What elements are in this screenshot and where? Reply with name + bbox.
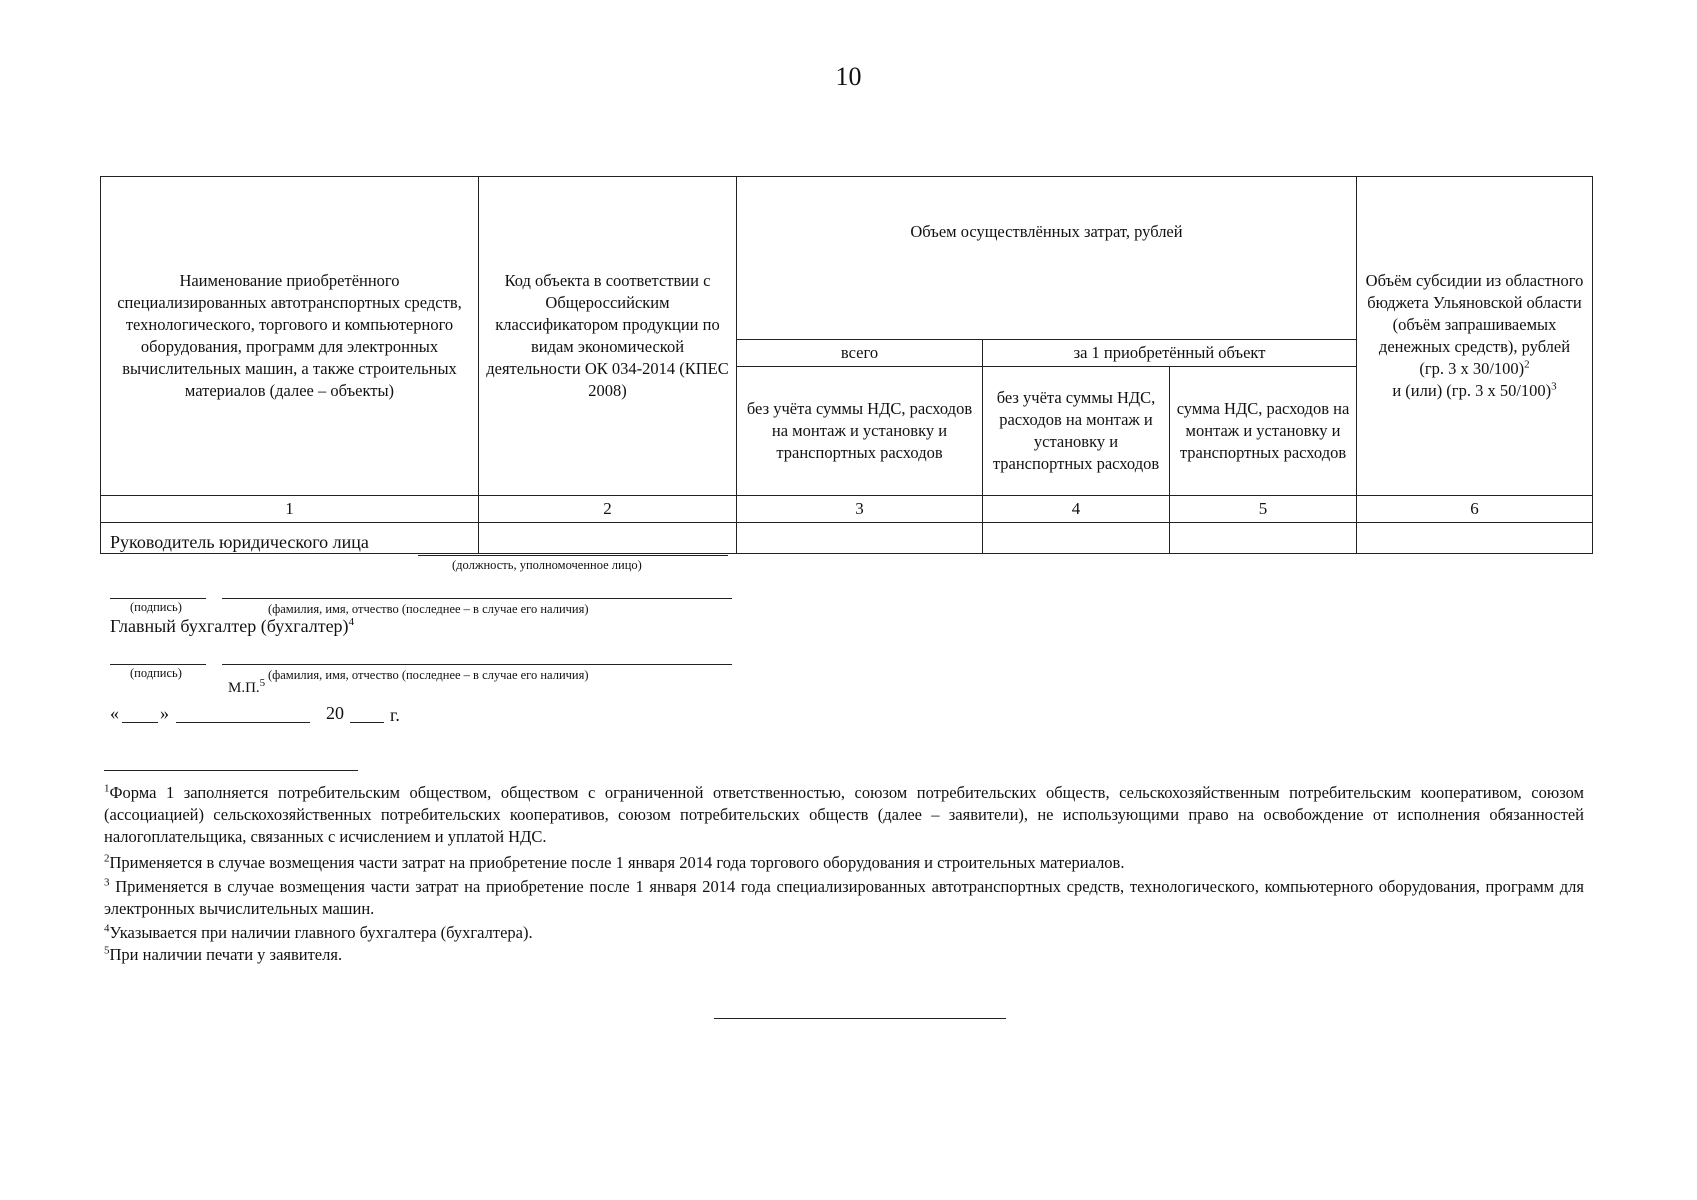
stamp-text: М.П. xyxy=(228,680,260,696)
header-col-1: Наименование приобретённого специализированных автотранспортных средств, технологического, торгового и компьютерного оборудования, программ для электронных вычислительных машин, а также строительных материалов (далее – объекты) xyxy=(101,177,479,496)
header-col-3: без учёта суммы НДС, расходов на монтаж и установку и транспортных расходов xyxy=(737,367,983,496)
footnote-number: 2 xyxy=(104,852,110,865)
end-rule xyxy=(714,1018,1006,1019)
footnote-text: Форма 1 заполняется потребительским обществом, обществом с ограниченной ответственностью, союзом потребительских обществ, сельскохозяйственным потребительским кооперативом, союзом (ассоциацией) сельскохозяйственных потребительских кооперативов, союзом потребительских обществ (далее – заявители), не использующими право на освобождение от исполнения обязанностей налогоплательщика, связанных с исчислением и уплатой НДС. xyxy=(104,783,1584,846)
accountant-signature-line[interactable] xyxy=(110,664,206,665)
page-number: 10 xyxy=(835,62,862,91)
accountant-label xyxy=(110,616,354,637)
column-number-5: 5 xyxy=(1170,496,1357,523)
footnote-ref-4: 4 xyxy=(348,616,355,628)
footnote-number: 1 xyxy=(104,782,110,795)
column-number-4: 4 xyxy=(983,496,1170,523)
date-open-quote: « xyxy=(110,703,119,723)
accountant-signature-caption: (подпись) xyxy=(130,666,182,680)
header-col-6-text: Объём субсидии из областного бюджета Ульяновской области (объём запрашиваемых денежных средств), рублей xyxy=(1365,271,1584,356)
table-cell[interactable] xyxy=(737,523,983,554)
header-col-6-formula-1: (гр. 3 х 30/100) xyxy=(1419,359,1525,378)
footnote-4 xyxy=(104,922,1584,944)
column-number-2: 2 xyxy=(479,496,737,523)
date-year-line[interactable] xyxy=(350,722,384,723)
footnote-3 xyxy=(104,876,1584,920)
footnote-number: 3 xyxy=(104,876,110,889)
footnote-1 xyxy=(104,782,1584,848)
footnote-text: Применяется в случае возмещения части затрат на приобретение после 1 января 2014 года торгового оборудования и строительных материалов. xyxy=(109,853,1125,872)
column-number-3: 3 xyxy=(737,496,983,523)
stamp-place xyxy=(228,677,266,697)
footnote-number: 5 xyxy=(104,944,110,957)
head-label: Руководитель юридического лица xyxy=(110,532,369,552)
accountant-label-text: Главный бухгалтер (бухгалтер) xyxy=(110,616,349,636)
footnote-text: Указывается при наличии главного бухгалтера (бухгалтера). xyxy=(109,923,533,942)
column-number-1: 1 xyxy=(101,496,479,523)
table-cell[interactable] xyxy=(983,523,1170,554)
footnote-text: Применяется в случае возмещения части затрат на приобретение после 1 января 2014 года специализированных автотранспортных средств, технологического, компьютерного оборудования, программ для электронных вычислительных машин. xyxy=(104,877,1584,918)
footnote-ref-3: 3 xyxy=(1551,380,1557,393)
footnote-5 xyxy=(104,944,1584,966)
table-cell[interactable] xyxy=(1357,523,1593,554)
header-per-object: за 1 приобретённый объект xyxy=(983,340,1357,367)
head-fio-line[interactable] xyxy=(222,598,732,599)
header-group-costs: Объем осуществлённых затрат, рублей xyxy=(737,177,1357,340)
header-col-6-formula-2: и (или) (гр. 3 х 50/100) xyxy=(1392,381,1552,400)
date-suffix: г. xyxy=(390,705,400,725)
header-col-5: сумма НДС, расходов на монтаж и установку и транспортных расходов xyxy=(1170,367,1357,496)
footnote-2 xyxy=(104,852,1584,874)
footnote-number: 4 xyxy=(104,922,110,935)
accountant-fio-caption: (фамилия, имя, отчество (последнее – в случае его наличия) xyxy=(268,668,589,682)
footnote-text: При наличии печати у заявителя. xyxy=(109,945,343,964)
header-col-4: без учёта суммы НДС, расходов на монтаж и установку и транспортных расходов xyxy=(983,367,1170,496)
date-year-prefix: 20 xyxy=(326,703,344,723)
date-month-line[interactable] xyxy=(176,722,310,723)
footnote-separator xyxy=(104,770,358,771)
head-signature-caption: (подпись) xyxy=(130,600,182,614)
date-close-quote: » xyxy=(160,703,169,723)
costs-table xyxy=(100,176,1593,554)
footnote-ref-2: 2 xyxy=(1524,358,1530,371)
footnote-ref-5: 5 xyxy=(259,677,266,689)
header-col-6 xyxy=(1357,177,1593,496)
head-position-caption: (должность, уполномоченное лицо) xyxy=(452,558,642,572)
header-col-2: Код объекта в соответствии с Общероссийским классификатором продукции по видам экономической деятельности ОК 034-2014 (КПЕС 2008) xyxy=(479,177,737,496)
table-cell[interactable] xyxy=(1170,523,1357,554)
head-fio-caption: (фамилия, имя, отчество (последнее – в случае его наличия) xyxy=(268,602,589,616)
head-signature-line[interactable] xyxy=(110,598,206,599)
column-number-6: 6 xyxy=(1357,496,1593,523)
date-day-line[interactable] xyxy=(122,722,158,723)
accountant-fio-line[interactable] xyxy=(222,664,732,665)
head-position-line[interactable] xyxy=(418,555,728,556)
header-total: всего xyxy=(737,340,983,367)
table-cell[interactable] xyxy=(479,523,737,554)
